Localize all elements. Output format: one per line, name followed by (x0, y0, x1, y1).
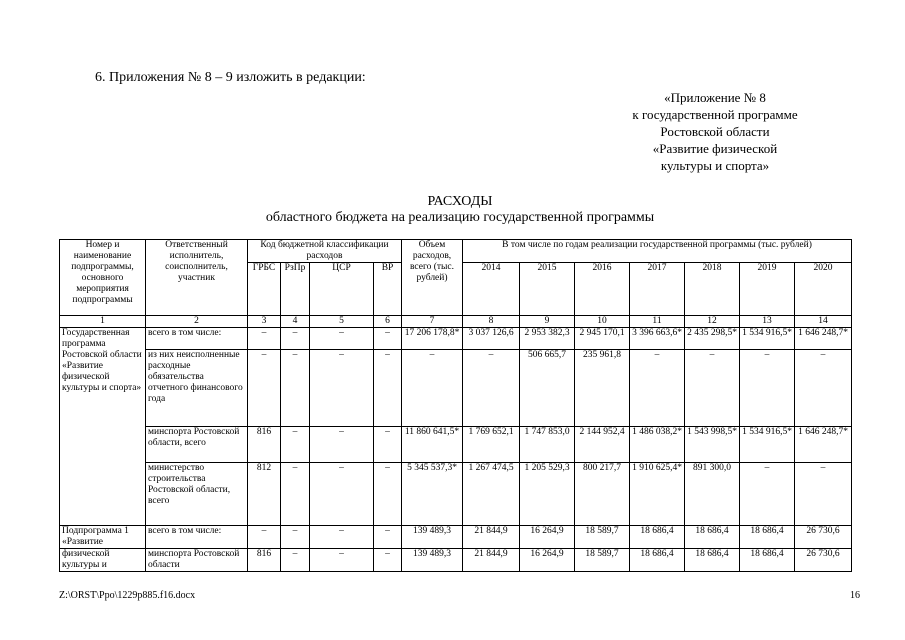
header-volume: Объем расходов, всего (тыс. рублей) (402, 240, 463, 316)
expenses-table (59, 239, 852, 572)
vr-cell: – (374, 549, 402, 572)
csr-cell: – (310, 526, 374, 549)
rzpr-cell: – (281, 526, 310, 549)
year-cell: 891 300,0 (685, 463, 740, 526)
header-year: 2018 (685, 263, 740, 316)
table-row (60, 350, 852, 427)
file-path: Z:\ORST\Ppo\1229p885.f16.docx (59, 590, 196, 601)
csr-cell: – (310, 549, 374, 572)
rzpr-cell: – (281, 463, 310, 526)
total-cell: 139 489,3 (402, 526, 463, 549)
header-year: 2020 (795, 263, 852, 316)
grbs-cell: 816 (248, 549, 281, 572)
index-cell: 10 (575, 316, 630, 328)
index-cell: 2 (146, 316, 248, 328)
table-row (60, 328, 852, 350)
year-cell: 1 534 916,5* (740, 328, 795, 350)
year-cell: 3 037 126,6 (463, 328, 520, 350)
total-cell: – (402, 350, 463, 427)
header-vr: ВР (374, 263, 402, 316)
index-cell: 1 (60, 316, 146, 328)
year-cell: 1 747 853,0 (520, 427, 575, 463)
year-cell: 1 646 248,7* (795, 328, 852, 350)
index-cell: 11 (630, 316, 685, 328)
total-cell: 139 489,3 (402, 549, 463, 572)
year-cell: 1 646 248,7* (795, 427, 852, 463)
vr-cell: – (374, 526, 402, 549)
total-cell: 5 345 537,3* (402, 463, 463, 526)
rzpr-cell: – (281, 350, 310, 427)
year-cell: – (685, 350, 740, 427)
header-year: 2019 (740, 263, 795, 316)
index-cell: 3 (248, 316, 281, 328)
year-cell: – (795, 463, 852, 526)
csr-cell: – (310, 350, 374, 427)
index-cell: 13 (740, 316, 795, 328)
year-cell: 1 486 038,2* (630, 427, 685, 463)
year-cell: 1 267 474,5 (463, 463, 520, 526)
year-cell: – (463, 350, 520, 427)
header-code: Код бюджетной классификации расходов (248, 240, 402, 263)
grbs-cell: 812 (248, 463, 281, 526)
grbs-cell: – (248, 328, 281, 350)
grbs-cell: – (248, 526, 281, 549)
year-cell: 800 217,7 (575, 463, 630, 526)
rzpr-cell: – (281, 427, 310, 463)
year-cell: 18 686,4 (740, 526, 795, 549)
vr-cell: – (374, 427, 402, 463)
header-year: 2017 (630, 263, 685, 316)
header-years: В том числе по годам реализации государственной программы (тыс. рублей) (463, 240, 852, 263)
year-cell: 26 730,6 (795, 549, 852, 572)
index-cell: 9 (520, 316, 575, 328)
vr-cell: – (374, 328, 402, 350)
year-cell: 16 264,9 (520, 549, 575, 572)
index-cell: 7 (402, 316, 463, 328)
year-cell: 26 730,6 (795, 526, 852, 549)
header-year: 2016 (575, 263, 630, 316)
total-cell: 17 206 178,8* (402, 328, 463, 350)
index-cell: 5 (310, 316, 374, 328)
year-cell: 1 205 529,3 (520, 463, 575, 526)
title-line-2: областного бюджета на реализацию государственной программы (265, 210, 655, 225)
year-cell: 1 769 652,1 (463, 427, 520, 463)
csr-cell: – (310, 328, 374, 350)
total-cell: 11 860 641,5* (402, 427, 463, 463)
csr-cell: – (310, 427, 374, 463)
year-cell: – (795, 350, 852, 427)
header-csr: ЦСР (310, 263, 374, 316)
year-cell: 1 543 998,5* (685, 427, 740, 463)
year-cell: 18 686,4 (740, 549, 795, 572)
year-cell: – (630, 350, 685, 427)
appendix-line: к государственной программе (632, 107, 798, 122)
year-cell: 18 686,4 (630, 526, 685, 549)
header-name: Номер и наименование подпрограммы, основного мероприятия подпрограммы (60, 240, 146, 316)
year-cell: 21 844,9 (463, 526, 520, 549)
rzpr-cell: – (281, 328, 310, 350)
exec-cell: всего в том числе: (146, 328, 248, 350)
year-cell: 1 534 916,5* (740, 427, 795, 463)
program-name-cell: Государственная программа Ростовской области «Развитие физической культуры и спорта» (60, 328, 146, 526)
appendix-line: культуры и спорта» (660, 158, 770, 173)
index-cell: 14 (795, 316, 852, 328)
page-number: 16 (850, 590, 860, 601)
exec-cell: министерство строительства Ростовской области, всего (146, 463, 248, 526)
exec-cell: минспорта Ростовской области (146, 549, 248, 572)
header-exec: Ответственный исполнитель, соисполнитель, участник (146, 240, 248, 316)
appendix-line: «Приложение № 8 (664, 90, 766, 105)
table-row (60, 526, 852, 549)
year-cell: – (740, 463, 795, 526)
appendix-line: «Развитие физической (652, 141, 778, 156)
header-year: 2015 (520, 263, 575, 316)
year-cell: 18 686,4 (630, 549, 685, 572)
exec-cell: минспорта Ростовской области, всего (146, 427, 248, 463)
vr-cell: – (374, 463, 402, 526)
csr-cell: – (310, 463, 374, 526)
grbs-cell: 816 (248, 427, 281, 463)
year-cell: 16 264,9 (520, 526, 575, 549)
year-cell: 3 396 663,6* (630, 328, 685, 350)
program-name-cell: Подпрограмма 1 «Развитие (60, 526, 146, 549)
index-cell: 6 (374, 316, 402, 328)
year-cell: 18 686,4 (685, 526, 740, 549)
header-year: 2014 (463, 263, 520, 316)
title-line-1: РАСХОДЫ (427, 194, 493, 209)
year-cell: 2 144 952,4 (575, 427, 630, 463)
appendix-heading (585, 89, 845, 174)
appendix-line: Ростовской области (660, 124, 770, 139)
year-cell: 18 686,4 (685, 549, 740, 572)
year-cell: 2 953 382,3 (520, 328, 575, 350)
table-row (60, 549, 852, 572)
grbs-cell: – (248, 350, 281, 427)
header-grbs: ГРБС (248, 263, 281, 316)
year-cell: 2 435 298,5* (685, 328, 740, 350)
year-cell: 18 589,7 (575, 549, 630, 572)
year-cell: 21 844,9 (463, 549, 520, 572)
vr-cell: – (374, 350, 402, 427)
program-name-cell: физической культуры и (60, 549, 146, 572)
exec-cell: из них неисполненные расходные обязательства отчетного финансового года (146, 350, 248, 427)
year-cell: 2 945 170,1 (575, 328, 630, 350)
index-cell: 12 (685, 316, 740, 328)
year-cell: 1 910 625,4* (630, 463, 685, 526)
intro-text: 6. Приложения № 8 – 9 изложить в редакции: (95, 70, 366, 85)
document-title (250, 194, 670, 226)
index-cell: 4 (281, 316, 310, 328)
header-rzpr: РзПр (281, 263, 310, 316)
index-cell: 8 (463, 316, 520, 328)
year-cell: – (740, 350, 795, 427)
rzpr-cell: – (281, 549, 310, 572)
year-cell: 235 961,8 (575, 350, 630, 427)
exec-cell: всего в том числе: (146, 526, 248, 549)
table-row (60, 427, 852, 463)
year-cell: 506 665,7 (520, 350, 575, 427)
table-row (60, 463, 852, 526)
year-cell: 18 589,7 (575, 526, 630, 549)
